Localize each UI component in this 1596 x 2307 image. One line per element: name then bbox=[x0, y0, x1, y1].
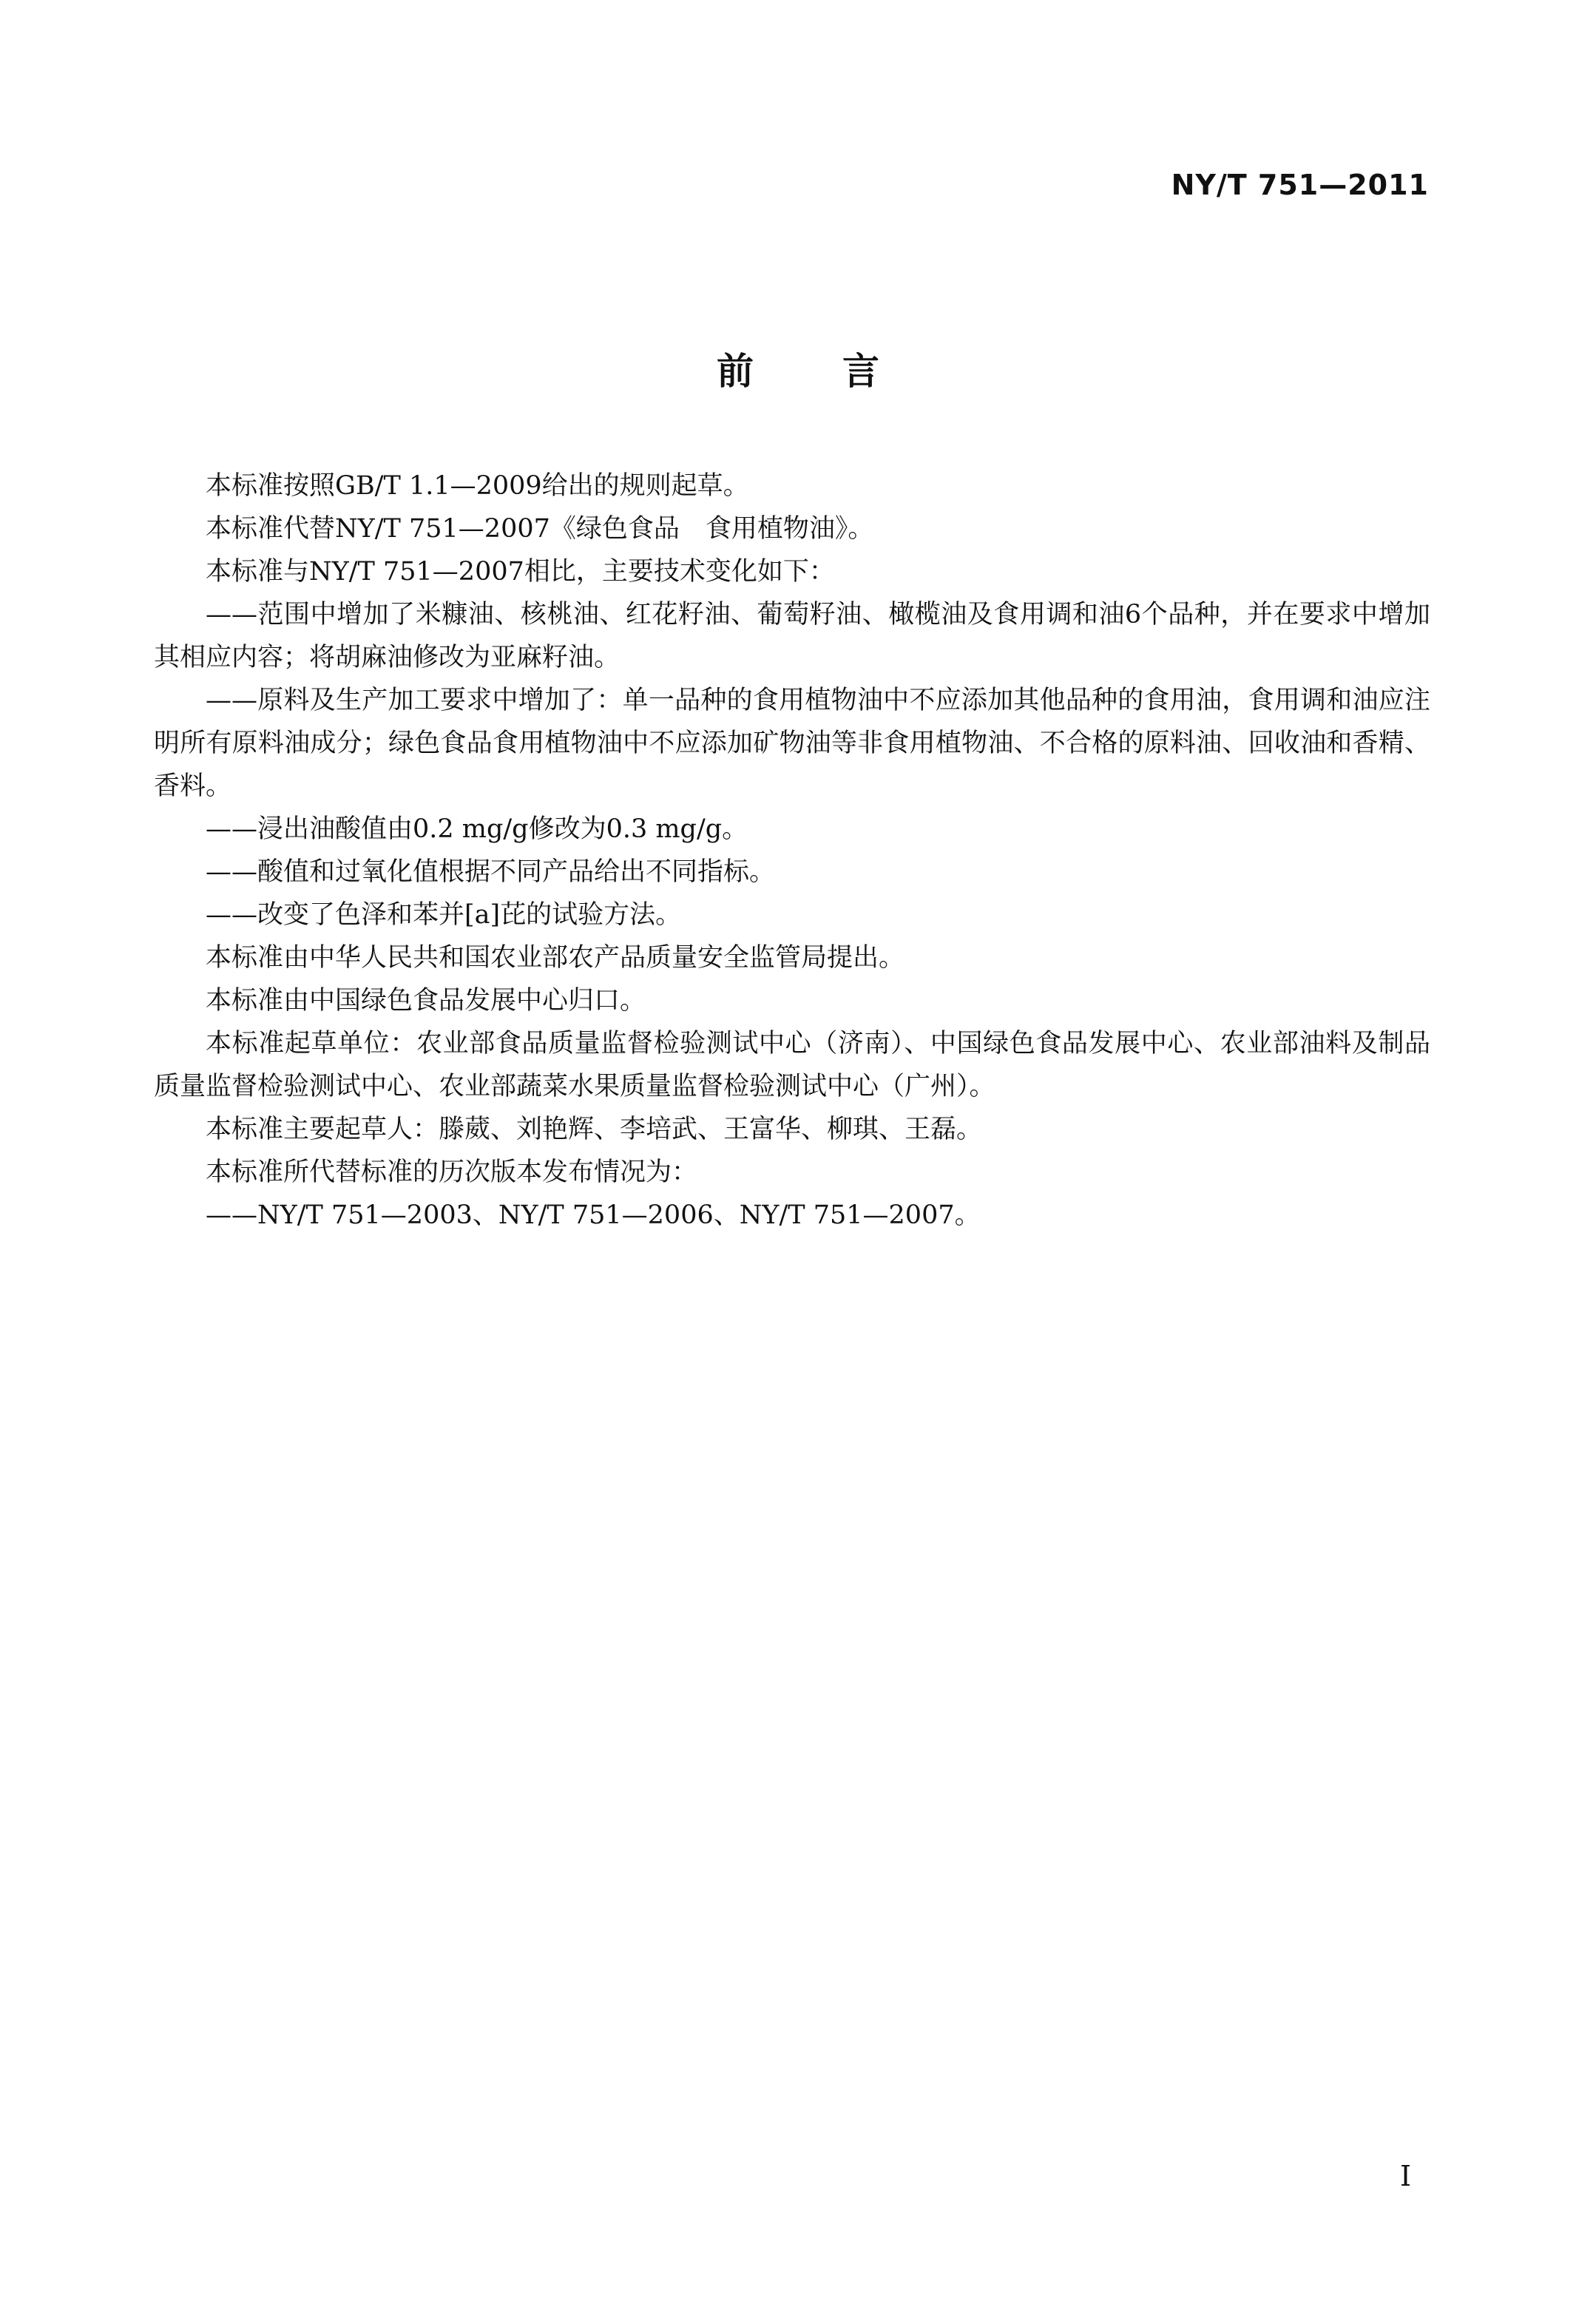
paragraph-replaces: 本标准代替NY/T 751—2007《绿色食品 食用植物油》。 bbox=[206, 514, 874, 544]
paragraph-history-intro: 本标准所代替标准的历次版本发布情况为： bbox=[206, 1158, 698, 1187]
paragraph-centralized-by: 本标准由中国绿色食品发展中心归口。 bbox=[206, 986, 646, 1016]
page-number: I bbox=[1399, 2160, 1411, 2192]
page-title: 前言 bbox=[717, 350, 968, 393]
paragraph-drafting-rules: 本标准按照GB/T 1.1—2009给出的规则起草。 bbox=[206, 471, 749, 501]
paragraph-drafters: 本标准主要起草人：滕葳、刘艳辉、李培武、王富华、柳琪、王磊。 bbox=[206, 1115, 983, 1144]
foreword-body bbox=[154, 465, 1430, 1237]
change-item-test-methods: ——改变了色泽和苯并[a]芘的试验方法。 bbox=[206, 900, 682, 930]
paragraph-proposed-by: 本标准由中华人民共和国农业部农产品质量安全监管局提出。 bbox=[206, 943, 905, 973]
change-item-acid-value: ——浸出油酸值由0.2 mg/g修改为0.3 mg/g。 bbox=[206, 814, 748, 844]
paragraph-drafting-units: 本标准起草单位：农业部食品质量监督检验测试中心（济南）、中国绿色食品发展中心、农业部油料及制品质量监督检验测试中心、农业部蔬菜水果质量监督检验测试中心（广州）。 bbox=[154, 1029, 1430, 1101]
change-item-scope: ——范围中增加了米糠油、核桃油、红花籽油、葡萄籽油、橄榄油及食用调和油6个品种，并在要求中增加其相应内容；将胡麻油修改为亚麻籽油。 bbox=[154, 600, 1430, 672]
change-item-indicators: ——酸值和过氧化值根据不同产品给出不同指标。 bbox=[206, 857, 776, 887]
paragraph-changes-intro: 本标准与NY/T 751—2007相比，主要技术变化如下： bbox=[206, 557, 835, 587]
standard-code: NY/T 751—2011 bbox=[1171, 169, 1429, 201]
history-item-versions: ——NY/T 751—2003、NY/T 751—2006、NY/T 751—2007。 bbox=[206, 1200, 981, 1230]
change-item-raw-materials: ——原料及生产加工要求中增加了：单一品种的食用植物油中不应添加其他品种的食用油，食用调和油应注明所有原料油成分；绿色食品食用植物油中不应添加矿物油等非食用植物油、不合格的原料油、回收油和香精、香料。 bbox=[154, 686, 1430, 801]
